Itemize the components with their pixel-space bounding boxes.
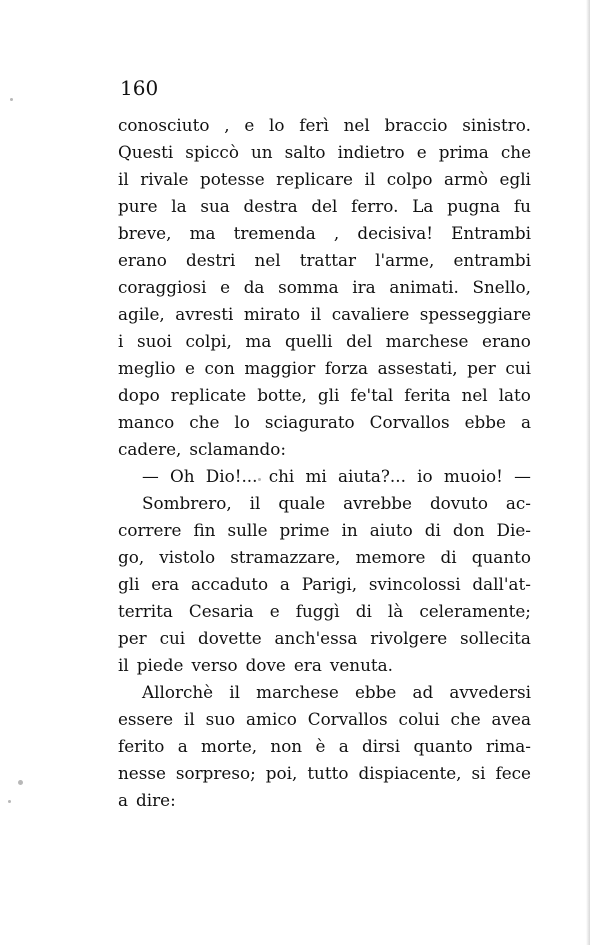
word: rima- — [485, 736, 531, 756]
text-line — [118, 274, 531, 301]
word: per — [118, 628, 147, 648]
word: nel — [461, 385, 488, 405]
word: ferì — [299, 115, 329, 135]
word: Corvallos — [307, 709, 388, 729]
word: coraggiosi — [118, 277, 207, 297]
word: ad — [412, 682, 434, 702]
word: suoi — [136, 331, 172, 351]
word: tremenda — [233, 223, 316, 243]
word: il — [364, 169, 376, 189]
word: rivale — [140, 169, 189, 189]
word: ira — [352, 277, 376, 297]
text-line — [118, 166, 531, 193]
word: piede — [136, 655, 184, 675]
word: dovette — [198, 628, 262, 648]
word: e — [185, 358, 195, 378]
word: essere — [118, 709, 174, 729]
word: decisiva! — [357, 223, 433, 243]
word: cadere, — [118, 439, 182, 459]
word: non — [270, 736, 303, 756]
word: meglio — [118, 358, 176, 378]
text-line — [118, 544, 531, 571]
word: nel — [254, 250, 281, 270]
word: maggior — [244, 358, 316, 378]
word: spiccò — [185, 142, 239, 162]
word: prima — [438, 142, 489, 162]
paper-speck — [8, 800, 11, 803]
word: ac- — [505, 493, 531, 513]
word: il — [310, 304, 322, 324]
word: per — [467, 358, 496, 378]
word: quanto — [471, 547, 531, 567]
word: ebbe — [354, 682, 397, 702]
word: che — [450, 709, 481, 729]
word: chi — [268, 466, 295, 486]
text-line — [118, 301, 531, 328]
word: Questi — [118, 142, 174, 162]
word: armò — [443, 169, 488, 189]
paper-speck — [18, 780, 23, 785]
word: avresti — [175, 304, 234, 324]
word: si — [471, 763, 486, 783]
word: con — [204, 358, 235, 378]
word: colui — [398, 709, 440, 729]
word: somma — [278, 277, 339, 297]
word: il — [118, 169, 129, 189]
word: quale — [278, 493, 326, 513]
word: erano — [118, 250, 167, 270]
word: entrambi — [453, 250, 531, 270]
word: Cesaria — [188, 601, 254, 621]
word: dispiacente, — [358, 763, 462, 783]
word: e — [416, 142, 427, 162]
text-line — [118, 571, 531, 598]
word: e — [269, 601, 280, 621]
word: verso — [191, 655, 238, 675]
word: egli — [499, 169, 531, 189]
word: a — [177, 736, 188, 756]
body-text — [118, 112, 531, 814]
word: manco — [118, 412, 175, 432]
word: ferita — [404, 385, 451, 405]
word: replicare — [276, 169, 353, 189]
word: Entrambi — [451, 223, 531, 243]
word: in — [341, 520, 358, 540]
word: colpo — [386, 169, 433, 189]
word: fu — [513, 196, 531, 216]
text-line — [118, 139, 531, 166]
word: di — [424, 520, 441, 540]
word: gli — [118, 574, 140, 594]
word: sulle — [227, 520, 268, 540]
word: a — [520, 412, 531, 432]
word: a — [338, 736, 349, 756]
word: sinistro. — [462, 115, 531, 135]
word: ma — [189, 223, 216, 243]
word: sciagurato — [264, 412, 355, 432]
word: spesseggiare — [419, 304, 531, 324]
word: Allorchè — [142, 682, 214, 702]
word: assestati, — [377, 358, 458, 378]
word: amico — [246, 709, 297, 729]
word: agile, — [118, 304, 165, 324]
word: marchese — [256, 682, 339, 702]
word: quelli — [284, 331, 333, 351]
word: a — [118, 790, 129, 810]
word: dove — [245, 655, 286, 675]
word: nesse — [118, 763, 166, 783]
word: dire: — [136, 790, 176, 810]
word: quanto — [413, 736, 473, 756]
text-line — [118, 760, 531, 787]
text-line — [118, 436, 531, 463]
word: di — [355, 601, 372, 621]
text-line — [118, 706, 531, 733]
word: un — [250, 142, 273, 162]
word: erano — [482, 331, 531, 351]
word: stramazzare, — [230, 547, 341, 567]
word: di — [440, 547, 457, 567]
word: trattar — [299, 250, 357, 270]
text-line — [118, 733, 531, 760]
word: del — [346, 331, 373, 351]
word: lo — [269, 115, 285, 135]
text-line — [118, 112, 531, 139]
paper-speck — [10, 98, 13, 101]
word: indietro — [337, 142, 405, 162]
word: lato — [498, 385, 531, 405]
word: ebbe — [464, 412, 506, 432]
word: a — [279, 574, 290, 594]
word: era — [151, 574, 180, 594]
text-line — [118, 382, 531, 409]
word: correre — [118, 520, 182, 540]
word: replicate — [170, 385, 247, 405]
word: poi, — [265, 763, 298, 783]
word: avvedersi — [449, 682, 531, 702]
text-line — [118, 517, 531, 544]
text-line — [118, 787, 531, 814]
word: destra — [243, 196, 298, 216]
word: il — [229, 682, 241, 702]
word: avea — [491, 709, 531, 729]
word: , — [224, 115, 230, 135]
word: dovuto — [429, 493, 488, 513]
word: Oh — [170, 466, 195, 486]
word: braccio — [384, 115, 448, 135]
word: salto — [284, 142, 326, 162]
word: dirsi — [362, 736, 401, 756]
word: pugna — [447, 196, 501, 216]
word: muoio! — [443, 466, 503, 486]
word: Parigi, — [301, 574, 358, 594]
word: del — [311, 196, 338, 216]
word: è — [315, 736, 326, 756]
word: dall'at- — [472, 574, 531, 594]
word: celeramente; — [419, 601, 531, 621]
word: nel — [343, 115, 370, 135]
word: mi — [305, 466, 327, 486]
word: destri — [185, 250, 236, 270]
word: morte, — [201, 736, 258, 756]
text-line — [118, 598, 531, 625]
word: aiuta?... — [337, 466, 406, 486]
word: prime — [279, 520, 330, 540]
word: ferro. — [351, 196, 399, 216]
text-line — [118, 328, 531, 355]
word: io — [417, 466, 433, 486]
word: vistolo — [159, 547, 216, 567]
word: suo — [205, 709, 236, 729]
word: da — [243, 277, 265, 297]
word: territa — [118, 601, 173, 621]
word: cui — [505, 358, 531, 378]
word: avrebbe — [343, 493, 412, 513]
word: ma — [245, 331, 272, 351]
text-line — [118, 625, 531, 652]
word: il — [249, 493, 261, 513]
word: botte, — [257, 385, 307, 405]
word: Die- — [496, 520, 531, 540]
word: Snello, — [472, 277, 531, 297]
word: breve, — [118, 223, 172, 243]
word: potesse — [199, 169, 265, 189]
word: Dio!... — [205, 466, 258, 486]
word: che — [500, 142, 531, 162]
word: conosciuto — [118, 115, 210, 135]
text-line — [118, 409, 531, 436]
text-line — [118, 247, 531, 274]
word: cavaliere — [331, 304, 410, 324]
word: i — [118, 331, 124, 351]
word: l'arme, — [375, 250, 435, 270]
word: — — [514, 466, 531, 486]
word: fece — [495, 763, 531, 783]
word: — — [142, 466, 159, 486]
word: ferito — [118, 736, 165, 756]
word: sollecita — [460, 628, 531, 648]
word: fuggì — [295, 601, 340, 621]
word: La — [412, 196, 434, 216]
word: animati. — [389, 277, 459, 297]
word: anch'essa — [274, 628, 358, 648]
word: Corvallos — [369, 412, 450, 432]
word: rivolgere — [370, 628, 448, 648]
word: era — [293, 655, 322, 675]
word: colpi, — [185, 331, 232, 351]
word: , — [333, 223, 340, 243]
text-line — [118, 652, 531, 679]
word: sclamando: — [189, 439, 286, 459]
text-line — [118, 193, 531, 220]
word: venuta. — [329, 655, 393, 675]
word: Sombrero, — [142, 493, 232, 513]
page-edge-shadow — [586, 0, 590, 945]
word: e — [244, 115, 255, 135]
word: tutto — [307, 763, 349, 783]
text-line — [118, 463, 531, 490]
word: cui — [159, 628, 186, 648]
word: là — [387, 601, 404, 621]
word: aiuto — [369, 520, 413, 540]
page-number: 160 — [120, 76, 159, 100]
word: memore — [355, 547, 426, 567]
word: marchese — [385, 331, 469, 351]
word: fe'tal — [350, 385, 394, 405]
text-line — [118, 490, 531, 517]
word: che — [189, 412, 220, 432]
text-line — [118, 220, 531, 247]
word: il — [118, 655, 129, 675]
word: fin — [193, 520, 216, 540]
word: dopo — [118, 385, 160, 405]
word: don — [452, 520, 485, 540]
word: accaduto — [190, 574, 269, 594]
word: e — [220, 277, 231, 297]
text-line — [118, 355, 531, 382]
word: pure — [118, 196, 158, 216]
word: mirato — [243, 304, 301, 324]
word: sua — [200, 196, 230, 216]
word: il — [183, 709, 195, 729]
word: lo — [234, 412, 250, 432]
word: la — [171, 196, 187, 216]
text-line — [118, 679, 531, 706]
word: gli — [317, 385, 340, 405]
word: go, — [118, 547, 145, 567]
word: svincolossi — [368, 574, 461, 594]
word: sorpreso; — [175, 763, 256, 783]
word: forza — [324, 358, 369, 378]
